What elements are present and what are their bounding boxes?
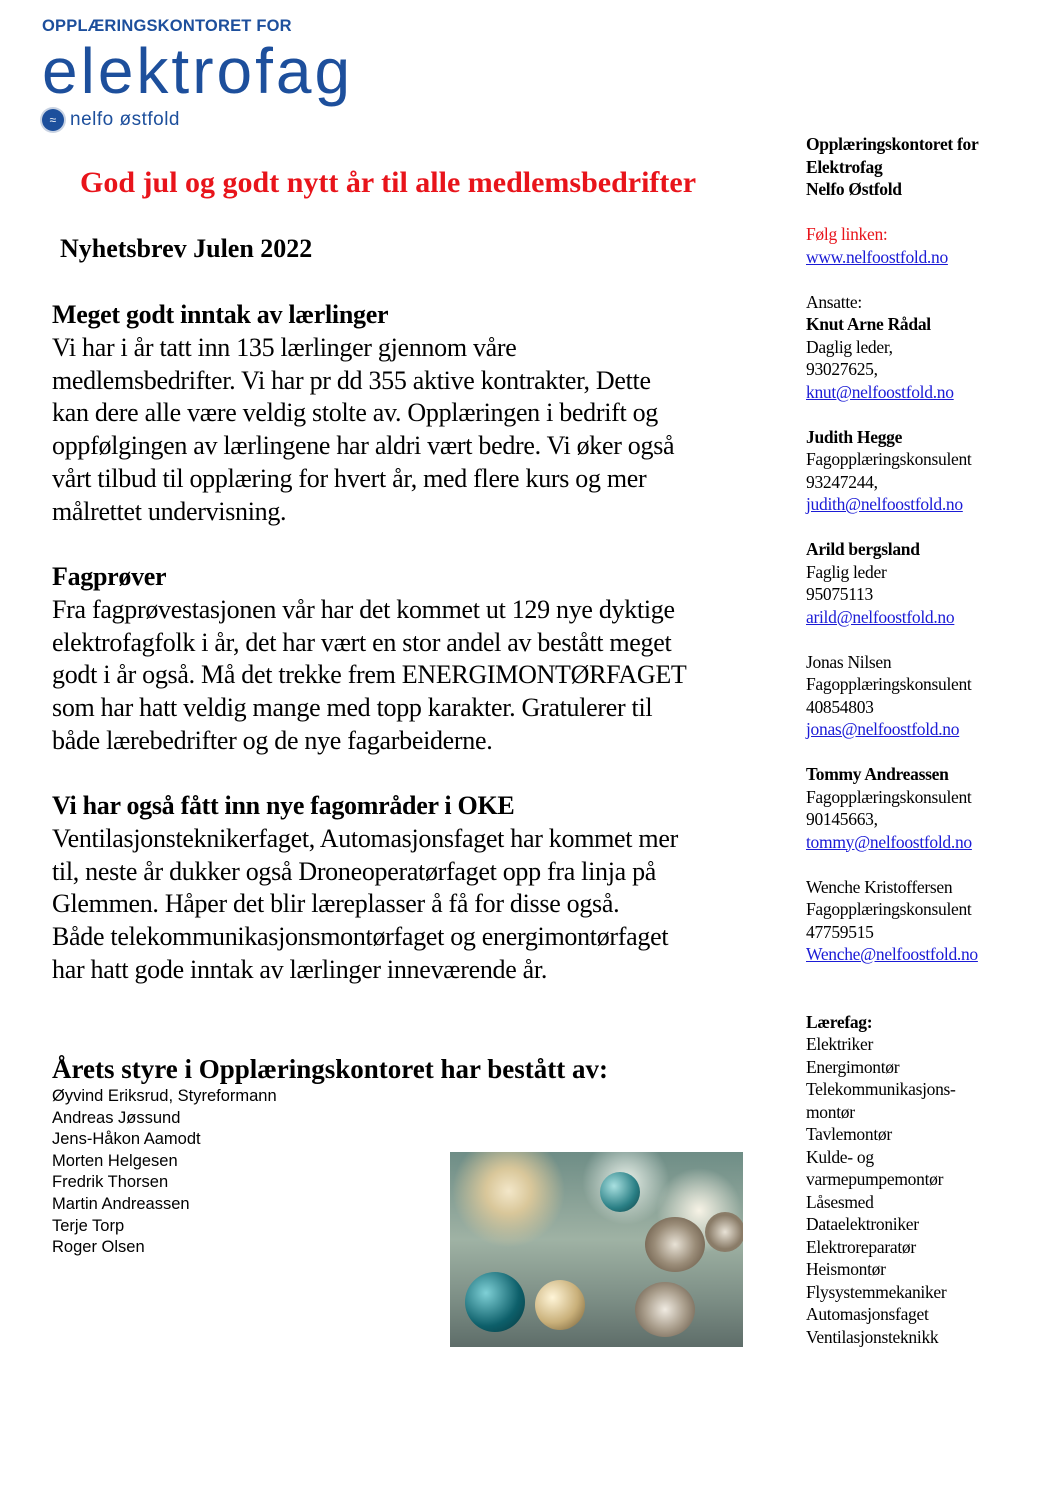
- contact-link[interactable]: knut@nelfoostfold.no: [806, 381, 954, 402]
- sidebar-line: Flysystemmekaniker: [806, 1281, 947, 1302]
- contact-link[interactable]: arild@nelfoostfold.no: [806, 606, 955, 627]
- sidebar-line: Ansatte:: [806, 291, 862, 312]
- logo-top-text: OPPLÆRINGSKONTORET FOR: [42, 17, 292, 35]
- board-member: Terje Torp: [52, 1216, 125, 1235]
- sidebar-line: Faglig leder: [806, 561, 887, 582]
- body-line: elektrofagfolk i år, det har vært en stor andel av bestått meget: [52, 627, 672, 657]
- sidebar-line: 40854803: [806, 696, 874, 717]
- logo-main-text: elektrofag: [42, 35, 354, 107]
- contact-link[interactable]: tommy@nelfoostfold.no: [806, 831, 972, 852]
- contact-link[interactable]: judith@nelfoostfold.no: [806, 494, 963, 514]
- board-member: Roger Olsen: [52, 1238, 145, 1257]
- sidebar-line: Fagopplæringskonsulent: [806, 786, 972, 807]
- sidebar-line: Dataelektroniker: [806, 1214, 919, 1234]
- logo-sub: [42, 108, 353, 132]
- body-line: både lærebedrifter og de nye fagarbeiderne.: [52, 725, 493, 755]
- body-line: Ventilasjonsteknikerfaget, Automasjonsfaget har kommet mer: [52, 823, 678, 853]
- contact-link[interactable]: jonas@nelfoostfold.no: [806, 719, 960, 739]
- body-line: Både telekommunikasjonsmontørfaget og energimontørfaget: [52, 922, 669, 952]
- sidebar-line: Fagopplæringskonsulent: [806, 449, 972, 469]
- sidebar-line: Judith Hegge: [806, 426, 903, 447]
- sidebar-line: Lærefag:: [806, 1011, 873, 1032]
- board-member: Andreas Jøssund: [52, 1108, 181, 1127]
- sidebar-line: varmepumpemontør: [806, 1169, 944, 1189]
- sidebar-line: 47759515: [806, 921, 874, 942]
- contact-link[interactable]: Wenche@nelfoostfold.no: [806, 944, 978, 964]
- body-line: oppfølgingen av lærlingene har aldri vært bedre. Vi øker også: [52, 431, 675, 461]
- sidebar-line: Daglig leder,: [806, 336, 893, 357]
- spacer: [806, 201, 978, 224]
- spacer: [806, 516, 978, 539]
- spacer: [806, 853, 978, 876]
- section-intake: [52, 299, 792, 529]
- sidebar-line: Elektriker: [806, 1034, 873, 1054]
- sidebar-line: 95075113: [806, 584, 873, 604]
- sidebar-line: Tavlemontør: [806, 1124, 892, 1144]
- sidebar-line: Fagopplæringskonsulent: [806, 674, 972, 694]
- sidebar-line: Elektrofag: [806, 156, 883, 177]
- sidebar-line: montør: [806, 1101, 855, 1122]
- contact-sidebar: [806, 133, 978, 1348]
- sidebar-line: Nelfo Østfold: [806, 179, 902, 199]
- sidebar-line: Låsesmed: [806, 1191, 874, 1212]
- contact-link[interactable]: www.nelfoostfold.no: [806, 246, 948, 267]
- newsletter-heading: Nyhetsbrev Julen 2022: [60, 234, 313, 263]
- body-line: vårt tilbud til opplæring for hvert år, med flere kurs og mer: [52, 463, 647, 493]
- sidebar-line: Jonas Nilsen: [806, 651, 892, 672]
- sidebar-line: Energimontør: [806, 1056, 900, 1077]
- sidebar-line: Elektroreparatør: [806, 1236, 916, 1257]
- board-member: Martin Andreassen: [52, 1194, 190, 1213]
- body-line: har hatt gode inntak av lærlinger inneværende år.: [52, 954, 548, 984]
- board-member: Øyvind Eriksrud, Styreformann: [52, 1087, 277, 1105]
- sidebar-line: Tommy Andreassen: [806, 764, 949, 784]
- board-heading: Årets styre i Opplæringskontoret har bestått av:: [52, 1054, 608, 1084]
- body-line: målrettet undervisning.: [52, 496, 287, 526]
- spacer: [806, 741, 978, 764]
- body-line: Glemmen. Håper det blir læreplasser å få for disse også.: [52, 889, 620, 919]
- board-member: Fredrik Thorsen: [52, 1173, 169, 1192]
- christmas-photo: [450, 1152, 743, 1347]
- sidebar-line: Knut Arne Rådal: [806, 314, 931, 334]
- section-heading: Vi har også fått inn nye fagområder i OKE: [52, 791, 515, 820]
- elektrofag-logo: [42, 16, 353, 132]
- body-line: Vi har i år tatt inn 135 lærlinger gjennom våre: [52, 332, 517, 362]
- spacer: [806, 628, 978, 651]
- sidebar-line: Ventilasjonsteknikk: [806, 1326, 939, 1347]
- section-heading: Fagprøver: [52, 562, 167, 591]
- body-line: kan dere alle være veldig stolte av. Opplæringen i bedrift og: [52, 398, 659, 428]
- sidebar-line: 93247244,: [806, 471, 878, 492]
- body-line: godt i år også. Må det trekke frem ENERGIMONTØRFAGET: [52, 660, 687, 690]
- sidebar-line: Opplæringskontoret for: [806, 134, 979, 154]
- nelfo-logo-icon: ≈: [42, 109, 64, 131]
- section-new-fields: [52, 790, 792, 987]
- body-line: medlemsbedrifter. Vi har pr dd 355 aktive kontrakter, Dette: [52, 365, 651, 395]
- body-line: Fra fagprøvestasjonen vår har det kommet ut 129 nye dyktige: [52, 594, 675, 624]
- sidebar-line: 93027625,: [806, 359, 878, 379]
- spacer: [806, 966, 978, 989]
- board-member: Morten Helgesen: [52, 1151, 178, 1170]
- spacer: [806, 268, 978, 291]
- section-heading: Meget godt inntak av lærlinger: [52, 300, 389, 329]
- sidebar-line: 90145663,: [806, 809, 878, 829]
- greeting-title: God jul og godt nytt år til alle medlemsbedrifter: [80, 166, 697, 199]
- sidebar-line: Heismontør: [806, 1259, 886, 1279]
- spacer: [806, 403, 978, 426]
- sidebar-line: Automasjonsfaget: [806, 1304, 929, 1324]
- sidebar-line: Arild bergsland: [806, 539, 920, 559]
- body-line: til, neste år dukker også Droneoperatørfaget opp fra linja på: [52, 856, 657, 886]
- spacer: [806, 988, 978, 1011]
- logo-sub-text: nelfo østfold: [70, 109, 180, 130]
- sidebar-line: Wenche Kristoffersen: [806, 876, 953, 897]
- sidebar-line: Telekommunikasjons-: [806, 1079, 956, 1099]
- sidebar-line: Kulde- og: [806, 1146, 874, 1167]
- body-line: som har hatt veldig mange med topp karakter. Gratulerer til: [52, 693, 653, 723]
- sidebar-line: Følg linken:: [806, 224, 888, 244]
- board-member: Jens-Håkon Aamodt: [52, 1130, 201, 1149]
- section-fagprover: [52, 561, 792, 758]
- sidebar-line: Fagopplæringskonsulent: [806, 899, 972, 919]
